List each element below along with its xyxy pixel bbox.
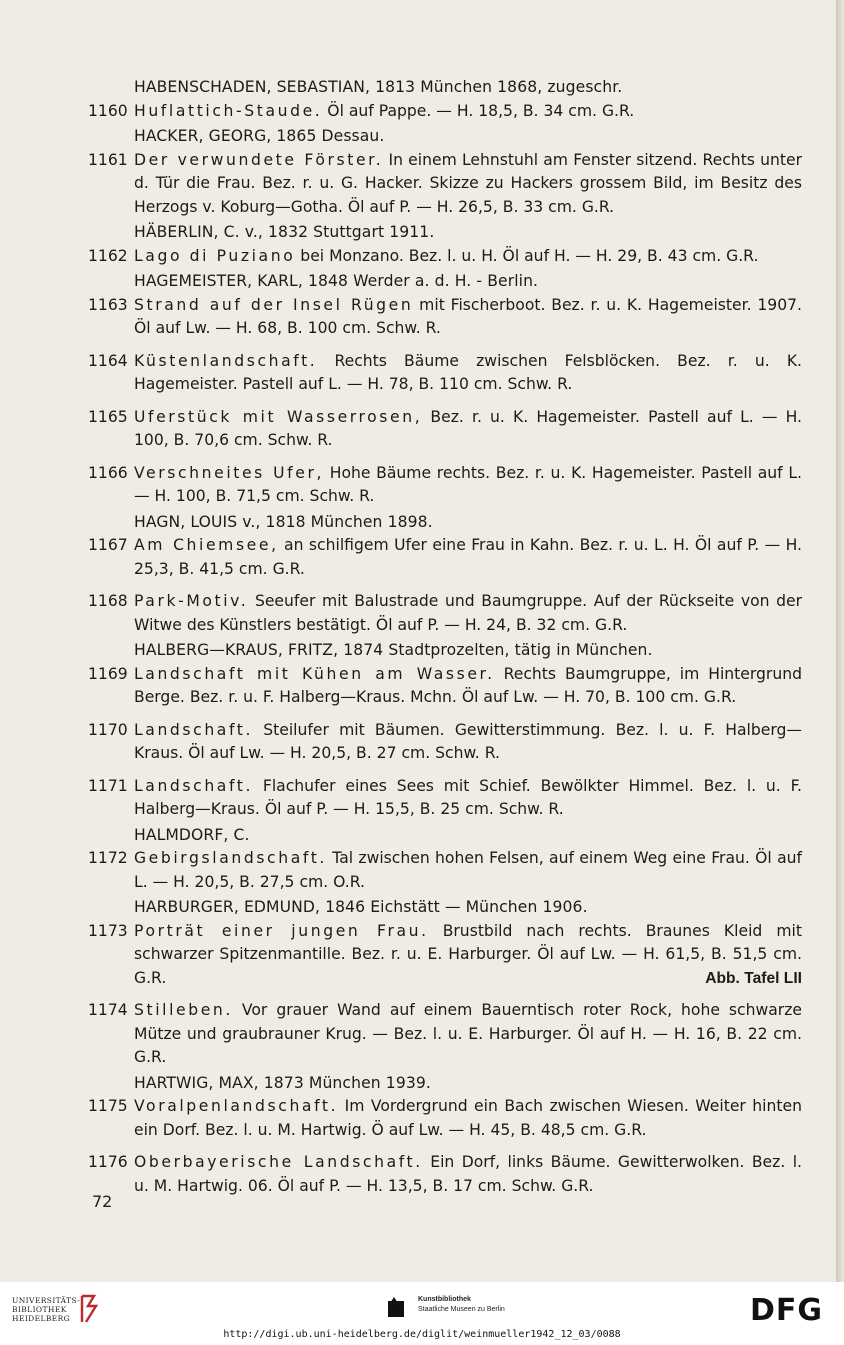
entry-title: Uferstück mit Wasserrosen,	[134, 407, 423, 426]
catalog-entry	[88, 245, 802, 269]
entry-body	[134, 999, 802, 1070]
ub-line-1: UNIVERSITÄTS-	[12, 1296, 81, 1305]
catalog-entry	[88, 149, 802, 220]
artist-heading: HABENSCHADEN, SEBASTIAN, 1813 München 1868, zugeschr.	[134, 78, 623, 96]
artist-heading: HARBURGER, EDMUND, 1846 Eichstätt — München 1906.	[134, 898, 588, 916]
catalog-entry	[88, 100, 802, 124]
catalog-entry	[88, 406, 802, 453]
entry-body	[134, 245, 802, 269]
catalog-entry	[88, 663, 802, 710]
catalog-entry	[88, 534, 802, 581]
catalog-entry	[88, 350, 802, 397]
entry-body	[134, 100, 802, 124]
kb-line-1: Kunstbibliothek	[418, 1296, 471, 1303]
artist-heading: HÄBERLIN, C. v., 1832 Stuttgart 1911.	[134, 223, 435, 241]
catalog-entry	[88, 1095, 802, 1142]
catalog-entry	[88, 847, 802, 894]
entry-number: 1169	[88, 664, 128, 683]
entry-body	[134, 1151, 802, 1198]
catalog-entry	[88, 462, 802, 509]
entry-description: Öl auf Pappe. — H. 18,5, B. 34 cm. G.R.	[322, 101, 635, 120]
entry-description: Rechts Baumgruppe, im Hintergrund Berge. Bez. r. u. F. Halberg—Kraus. Mchn. Öl auf Lw. — H. 70, B. 100 cm. G.R.	[134, 664, 802, 706]
entry-title: Stilleben.	[134, 1001, 233, 1019]
page-number: 72	[92, 1192, 113, 1211]
entry-title: Huflattich-Staude.	[134, 101, 323, 120]
entry-body	[134, 462, 802, 509]
entry-title: Park-Motiv.	[134, 592, 249, 610]
artist-heading: HACKER, GEORG, 1865 Dessau.	[134, 127, 385, 145]
footer-bar	[0, 1282, 844, 1345]
ub-line-3: HEIDELBERG	[12, 1314, 71, 1323]
catalog-entry	[88, 590, 802, 637]
entry-title: Der verwundete Förster.	[134, 150, 384, 169]
entry-number: 1168	[88, 592, 128, 610]
entry-number: 1162	[88, 246, 128, 265]
entry-number: 1175	[88, 1097, 128, 1115]
entry-description: Seeufer mit Balustrade und Baumgruppe. Auf der Rückseite von der Witwe des Künstlers bestätigt. Öl auf P. — H. 24, B. 32 cm. G.R.	[134, 592, 802, 634]
entry-number: 1163	[88, 295, 128, 314]
entry-title: Küstenlandschaft.	[134, 351, 318, 370]
ub-line-2: BIBLIOTHEK	[12, 1305, 67, 1314]
artist-heading: HAGEMEISTER, KARL, 1848 Werder a. d. H. - Berlin.	[134, 272, 539, 290]
entry-number: 1167	[88, 536, 128, 554]
entry-number: 1176	[88, 1153, 128, 1171]
kb-line-2: Staatliche Museen zu Berlin	[418, 1306, 505, 1313]
ub-heidelberg-logo-text[interactable]	[12, 1296, 80, 1323]
entry-number: 1164	[88, 351, 128, 370]
kunstbibliothek-logo-icon	[386, 1295, 412, 1321]
entry-title: Gebirgslandschaft.	[134, 849, 327, 867]
entry-body	[134, 350, 802, 397]
dfg-logo[interactable]: DFG	[750, 1293, 824, 1328]
entry-number: 1174	[88, 1001, 128, 1019]
entry-number: 1161	[88, 150, 128, 169]
entry-body	[134, 590, 802, 637]
entry-number: 1166	[88, 463, 128, 482]
ub-heidelberg-mark-icon	[78, 1292, 102, 1326]
artist-heading: HAGN, LOUIS v., 1818 München 1898.	[134, 512, 433, 531]
entry-description: Bez. r. u. K. Hagemeister. Pastell auf L. — H. 100, B. 70,6 cm. Schw. R.	[134, 407, 802, 449]
entry-body	[134, 406, 802, 453]
entry-number: 1165	[88, 407, 128, 426]
entry-body	[134, 663, 802, 710]
entry-body	[134, 847, 802, 894]
entry-description: Brustbild nach rechts. Braunes Kleid mit schwarzer Spitzenmantille. Bez. r. u. E. Harburger. Öl auf Lw. — H. 61,5, B. 51,5 cm. G.R.	[134, 921, 802, 987]
entry-body	[134, 1095, 802, 1142]
artist-heading: HALBERG—KRAUS, FRITZ, 1874 Stadtprozelten, tätig in München.	[134, 641, 653, 659]
entry-body	[134, 294, 802, 341]
entry-description: Vor grauer Wand auf einem Bauerntisch roter Rock, hohe schwarze Mütze und graubrauner Krug. — Bez. l. u. E. Harburger. Öl auf H. — H. 16, B. 22 cm. G.R.	[134, 1001, 802, 1066]
entry-title: Landschaft.	[134, 776, 254, 795]
catalog-entry	[88, 294, 802, 341]
entry-title: Landschaft.	[134, 720, 254, 739]
plate-reference: Abb. Tafel LII	[705, 969, 802, 987]
entry-body	[134, 920, 802, 991]
entry-title: Strand auf der Insel Rügen	[134, 295, 414, 314]
entry-description: In einem Lehnstuhl am Fenster sitzend. Rechts unter d. Tür die Frau. Bez. r. u. G. Hacker. Skizze zu Hackers grossem Bild, im Besitz des Herzogs v. Koburg—Gotha. Öl auf P. — H. 26,5, B. 33 cm. G.R.	[134, 150, 803, 216]
catalog-content	[88, 74, 802, 1198]
entry-number: 1173	[88, 921, 128, 940]
catalog-entry	[88, 920, 802, 991]
catalog-entry	[88, 1151, 802, 1198]
entry-body	[134, 534, 802, 581]
entry-title: Verschneites Ufer,	[134, 463, 325, 482]
entry-title: Lago di Puziano	[134, 246, 296, 265]
entry-description: Rechts Bäume zwischen Felsblöcken. Bez. r. u. K. Hagemeister. Pastell auf L. — H. 78, B. 110 cm. Schw. R.	[134, 351, 802, 393]
entry-number: 1160	[88, 101, 128, 120]
catalog-entry	[88, 999, 802, 1070]
entry-title: Am Chiemsee,	[134, 536, 279, 554]
entry-description: mit Fischerboot. Bez. r. u. K. Hagemeister. 1907. Öl auf Lw. — H. 68, B. 100 cm. Schw. R.	[134, 295, 802, 337]
entry-body	[134, 775, 802, 822]
catalog-entry	[88, 719, 802, 766]
entry-body	[134, 149, 802, 220]
entry-description: Tal zwischen hohen Felsen, auf einem Weg eine Frau. Öl auf L. — H. 20,5, B. 27,5 cm. O.R.	[134, 849, 802, 891]
entry-description: Ein Dorf, links Bäume. Gewitterwolken. Bez. l. u. M. Hartwig. 06. Öl auf P. — H. 13,5, B. 17 cm. Schw. G.R.	[134, 1153, 802, 1195]
entry-number: 1172	[88, 849, 128, 867]
entry-title: Landschaft mit Kühen am Wasser.	[134, 664, 495, 683]
entry-description: Im Vordergrund ein Bach zwischen Wiesen. Weiter hinten ein Dorf. Bez. l. u. M. Hartwig. Ö auf Lw. — H. 45, B. 48,5 cm. G.R.	[134, 1097, 802, 1139]
entry-description: Hohe Bäume rechts. Bez. r. u. K. Hagemeister. Pastell auf L. — H. 100, B. 71,5 cm. Schw. R.	[134, 463, 802, 505]
entry-title: Voralpenlandschaft.	[134, 1097, 339, 1115]
entry-body	[134, 719, 802, 766]
entry-description: bei Monzano. Bez. l. u. H. Öl auf H. — H. 29, B. 43 cm. G.R.	[295, 246, 759, 265]
kunstbibliothek-label[interactable]	[418, 1295, 505, 1315]
page-edge	[836, 0, 844, 1282]
artist-heading: HARTWIG, MAX, 1873 München 1939.	[134, 1073, 431, 1092]
entry-description: Flachufer eines Sees mit Schief. Bewölkter Himmel. Bez. l. u. F. Halberg—Kraus. Öl auf P. — H. 15,5, B. 25 cm. Schw. R.	[134, 776, 802, 818]
permalink-url[interactable]: http://digi.ub.uni-heidelberg.de/diglit/weinmueller1942_12_03/0088	[223, 1329, 621, 1340]
artist-heading: HALMDORF, C.	[134, 825, 250, 844]
entry-number: 1171	[88, 776, 128, 795]
entry-title: Porträt einer jungen Frau.	[134, 921, 429, 940]
catalog-entry	[88, 775, 802, 822]
entry-number: 1170	[88, 720, 128, 739]
entry-description: an schilfigem Ufer eine Frau in Kahn. Bez. r. u. L. H. Öl auf P. — H. 25,3, B. 41,5 cm. G.R.	[134, 536, 803, 578]
entry-title: Oberbayerische Landschaft.	[134, 1153, 423, 1171]
entry-description: Steilufer mit Bäumen. Gewitterstimmung. Bez. l. u. F. Halberg—Kraus. Öl auf Lw. — H. 20,5, B. 27 cm. Schw. R.	[134, 720, 802, 762]
